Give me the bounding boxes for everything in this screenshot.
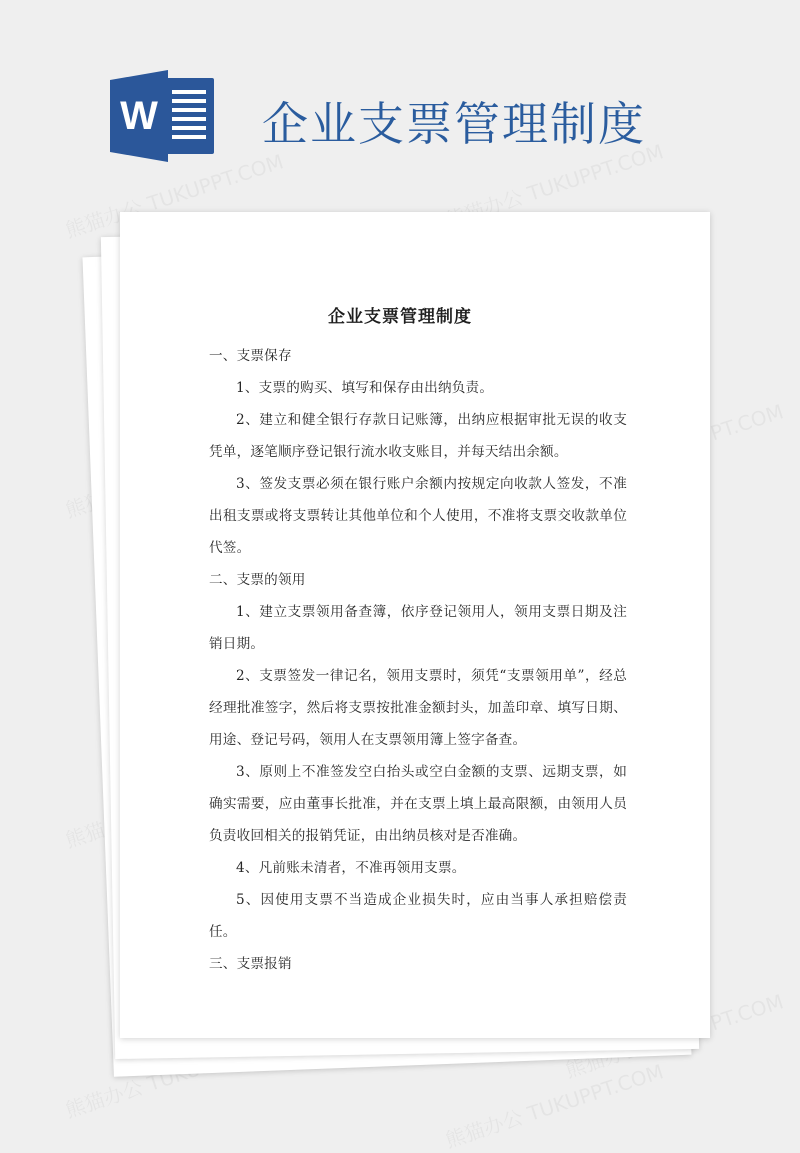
document-paragraph: 4、凡前账未清者，不准再领用支票。 — [236, 860, 466, 876]
word-logo-letter: W — [120, 94, 158, 138]
document-paragraph: 3、签发支票必须在银行账户余额内按规定向收款人签发，不准出租支票或将支票转让其他单位和个人使用，不准将支票交收款单位代签。 — [209, 476, 627, 556]
word-logo-icon — [110, 70, 218, 162]
section-heading: 二、支票的领用 — [209, 572, 306, 588]
document-paragraph: 3、原则上不准签发空白抬头或空白金额的支票、远期支票，如确实需要，应由董事长批准，并在支票上填上最高限额，由领用人员负责收回相关的报销凭证，由出纳员核对是否准确。 — [209, 764, 627, 844]
watermark-text — [441, 1056, 667, 1153]
section-heading: 一、支票保存 — [209, 348, 292, 364]
document-title: 企业支票管理制度 — [328, 307, 472, 327]
document-paragraph: 2、建立和健全银行存款日记账簿，出纳应根据审批无误的收支凭单，逐笔顺序登记银行流水收支账目，并每天结出余额。 — [209, 412, 627, 460]
document-paragraph: 1、建立支票领用备查簿，依序登记领用人，领用支票日期及注销日期。 — [209, 604, 627, 652]
document-paragraph: 1、支票的购买、填写和保存由出纳负责。 — [236, 380, 494, 396]
section-heading: 三、支票报销 — [209, 956, 292, 972]
document-paragraph: 5、因使用支票不当造成企业损失时，应由当事人承担赔偿责任。 — [209, 892, 627, 940]
document-body — [209, 340, 627, 980]
document-paragraph: 2、支票签发一律记名，领用支票时，须凭“支票领用单”，经总经理批准签字，然后将支票按批准金额封头，加盖印章、填写日期、用途、登记号码，领用人在支票领用簿上签字备查。 — [209, 668, 627, 748]
header-title: 企业支票管理制度 — [262, 97, 646, 151]
